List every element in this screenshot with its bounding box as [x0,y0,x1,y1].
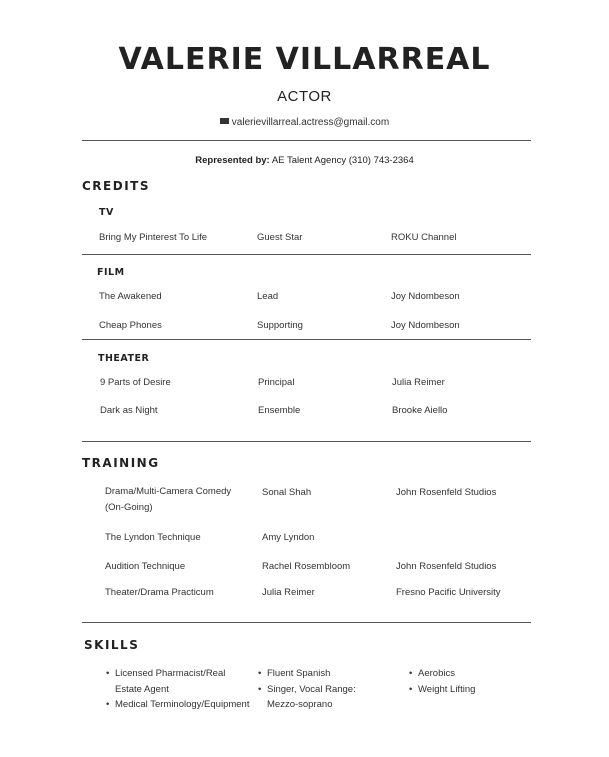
credit-producer: Brooke Aiello [392,405,448,416]
divider [82,622,531,623]
credit-title: Dark as Night [100,405,158,416]
skill-item: • Singer, Vocal Range: Mezzo-soprano [255,682,380,713]
training-course: Audition Technique [105,561,186,572]
divider [82,254,531,255]
credit-producer: ROKU Channel [391,232,457,243]
credit-role: Guest Star [257,232,303,243]
credit-role: Ensemble [258,405,301,416]
divider [82,441,531,442]
credit-role: Principal [258,377,295,388]
credit-producer: Julia Reimer [392,377,445,388]
email-address[interactable]: valerievillarreal.actress@gmail.com [231,117,390,128]
skill-item: • Medical Terminology/Equipment [103,697,251,713]
representation-line [0,155,609,166]
training-institution: John Rosenfeld Studios [396,561,497,572]
skill-item: • Aerobics [406,666,526,682]
training-course: Theater/Drama Practicum [105,587,214,598]
contact-line [0,117,609,128]
training-course: Drama/Multi-Camera Comedy (On-Going) [105,486,232,513]
training-instructor: Rachel Rosembloom [262,561,351,572]
credit-role: Lead [257,291,279,302]
envelope-icon [220,118,229,124]
section-title-training: TRAINING [82,456,160,470]
credit-title: 9 Parts of Desire [100,377,171,388]
representation-label: Represented by: [195,155,270,166]
actor-name: VALERIE VILLARREAL [118,42,491,77]
skills-column-3 [406,666,526,697]
section-title-skills: SKILLS [84,638,140,652]
representation-value: AE Talent Agency (310) 743-2364 [271,155,414,166]
credit-role: Supporting [257,320,303,331]
section-title-credits: CREDITS [82,179,150,193]
credit-title: Bring My Pinterest To Life [99,232,208,243]
skill-item: • Licensed Pharmacist/Real Estate Agent [103,666,251,697]
credit-title: The Awakened [99,291,162,302]
divider [82,339,531,340]
skill-item: • Weight Lifting [406,682,526,698]
subsection-title-theater: THEATER [98,353,150,364]
subsection-title-tv: TV [99,207,114,218]
training-institution: Fresno Pacific University [396,587,501,598]
credit-title: Cheap Phones [99,320,162,331]
training-instructor: Amy Lyndon [262,532,315,543]
training-course: The Lyndon Technique [105,532,201,543]
skills-column-2 [255,666,380,713]
skills-column-1 [103,666,251,713]
actor-role: ACTOR [277,88,332,105]
training-instructor: Sonal Shah [262,487,312,498]
training-instructor: Julia Reimer [262,587,315,598]
skill-item: • Fluent Spanish [255,666,380,682]
credit-producer: Joy Ndombeson [391,320,460,331]
training-institution: John Rosenfeld Studios [396,487,497,498]
divider [82,140,531,141]
subsection-title-film: FILM [97,267,125,278]
credit-producer: Joy Ndombeson [391,291,460,302]
